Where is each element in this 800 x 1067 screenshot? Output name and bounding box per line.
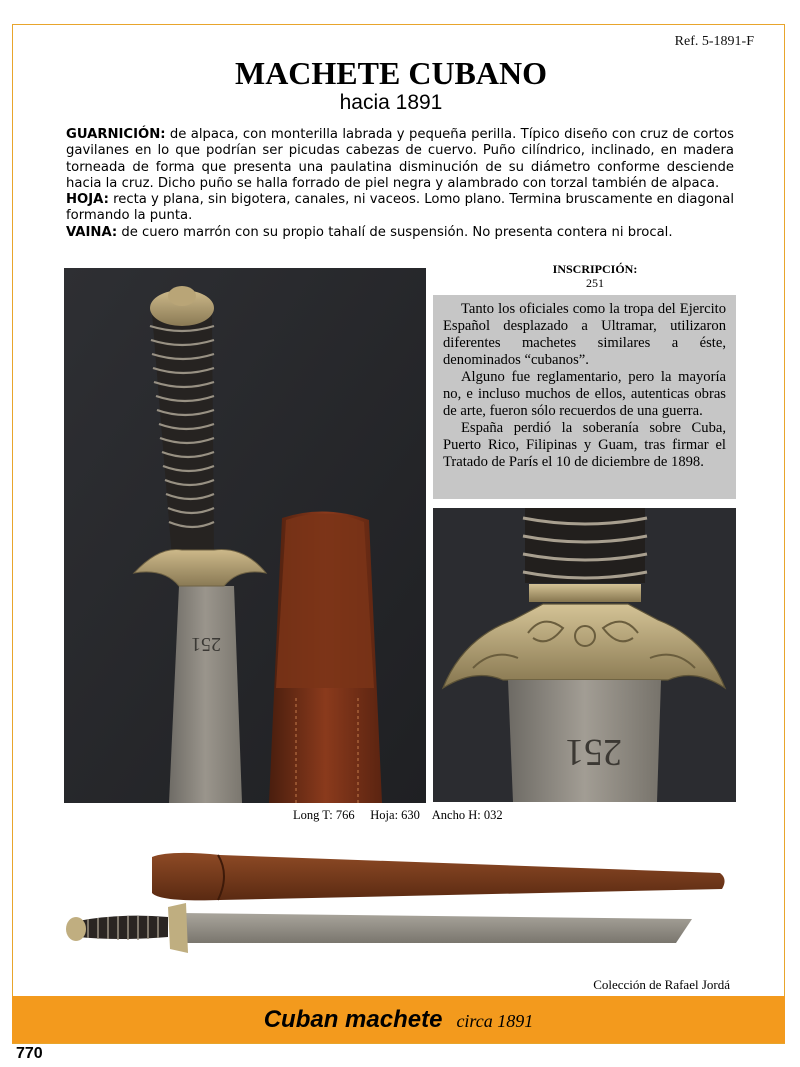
photo-guard-detail <box>433 508 736 802</box>
hoja-text: recta y plana, sin bigotera, canales, ni vaceos. Lomo plano. Termina bruscamente en diagonal formando la punta. <box>66 192 734 224</box>
inscription <box>535 262 655 290</box>
collection-credit: Colección de Rafael Jordá <box>593 977 730 992</box>
history-note <box>433 295 736 499</box>
guarnicion-text: de alpaca, con monterilla labrada y pequeña perilla. Típico diseño con cruz de cortos gavilanes en lo que podrían ser picudas cabezas de cuervo. Puño cilíndrico, inclinado, en madera torneada de forma que presenta una paulatina disminución de su diámetro conforme desciende hacia la cruz. Dicho puño se halla forrado de piel negra y alambrado con torzal también de alpaca. <box>66 127 734 191</box>
svg-text:251: 251 <box>191 633 221 655</box>
vaina-text: de cuero marrón con su propio tahalí de suspensión. No presenta contera ni brocal. <box>117 224 673 240</box>
page-title: MACHETE CUBANO <box>234 55 547 91</box>
guarnicion-paragraph <box>66 127 734 192</box>
footer-banner <box>12 996 785 1043</box>
guarnicion-label: GUARNICIÓN: <box>66 127 166 142</box>
description-block <box>66 127 734 241</box>
vaina-paragraph <box>66 225 734 241</box>
dimension-blade: Hoja: 630 <box>370 808 420 822</box>
vaina-label: VAINA: <box>66 224 118 240</box>
inscription-label: INSCRIPCIÓN: <box>552 262 638 276</box>
hoja-label: HOJA: <box>66 192 109 208</box>
dimension-length: Long T: 766 <box>293 808 355 822</box>
inscription-value: 251 <box>586 276 604 290</box>
reference-number: Ref. 5-1891-F <box>674 34 754 49</box>
banner-circa: circa 1891 <box>456 1011 534 1031</box>
photo-hilt-and-scabbard <box>64 268 426 803</box>
note-paragraph-1: Tanto los oficiales como la tropa del Ejercito Español desplazado a Ultramar, utilizaron diferentes machetes similares a éste, denominados “cubanos”. <box>443 301 726 368</box>
photo-full-view <box>60 845 735 965</box>
note-paragraph-3: España perdió la soberanía sobre Cuba, Puerto Rico, Filipinas y Guam, tras firmar el Tratado de París el 10 de diciembre de 1898. <box>443 420 726 470</box>
page-subtitle: hacia 1891 <box>339 91 443 114</box>
svg-text:251: 251 <box>565 731 622 773</box>
dimensions <box>293 808 503 823</box>
banner-title: Cuban machete <box>263 1006 443 1033</box>
hoja-paragraph <box>66 192 734 225</box>
note-paragraph-2: Alguno fue reglamentario, pero la mayoría no, e incluso muchos de ellos, autenticas obras de arte, fueron sólo recuerdos de una guerra. <box>443 369 726 419</box>
page-number: 770 <box>16 1045 43 1062</box>
dimension-width: Ancho H: 032 <box>431 808 503 822</box>
